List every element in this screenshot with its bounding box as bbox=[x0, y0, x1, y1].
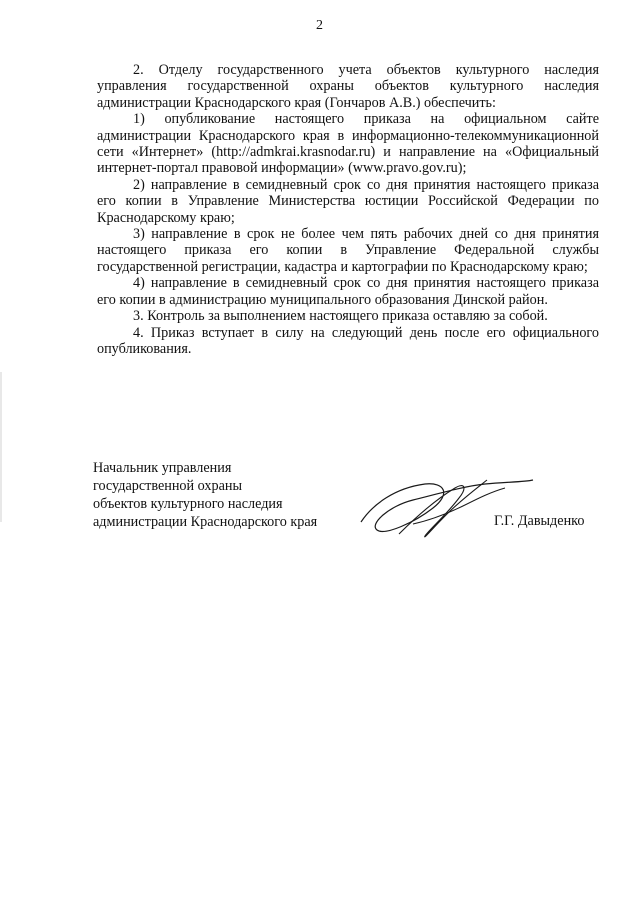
signatory-name: Г.Г. Давыденко bbox=[494, 513, 585, 529]
paragraph-item-4: 4. Приказ вступает в силу на следующий день после его официального опубликования. bbox=[97, 324, 599, 357]
page-number: 2 bbox=[316, 18, 323, 33]
paragraph-item-3: 3. Контроль за выполнением настоящего приказа оставляю за собой. bbox=[133, 308, 548, 325]
paragraph-item-2: 2. Отделу государственного учета объектов культурного наследия управления государственной охраны объектов культурного наследия администрации Краснодарского края (Гончаров А.В.) обеспечить: bbox=[97, 62, 599, 111]
signatory-title-line: администрации Краснодарского края bbox=[93, 514, 318, 530]
signatory-title-line: Начальник управления bbox=[93, 460, 232, 476]
paragraph-subitem-4: 4) направление в семидневный срок со дня принятия настоящего приказа его копии в администрацию муниципального образования Динской район. bbox=[97, 275, 599, 308]
scan-edge-mark bbox=[0, 372, 2, 522]
signatory-title-line: объектов культурного наследия bbox=[93, 496, 283, 512]
paragraph-subitem-3: 3) направление в срок не более чем пять рабочих дней со дня принятия настоящего приказа его копии в Управление Федеральной службы государственной регистрации, кадастра и картографии по Краснодарскому краю; bbox=[97, 226, 599, 275]
handwritten-signature bbox=[355, 474, 535, 544]
paragraph-subitem-2: 2) направление в семидневный срок со дня принятия настоящего приказа его копии в Управление Министерства юстиции Российской Федерации по Краснодарскому краю; bbox=[97, 176, 599, 226]
document-body bbox=[97, 62, 599, 357]
paragraph-subitem-1: 1) опубликование настоящего приказа на официальном сайте администрации Краснодарского края в информационно-телекоммуникационной сети «Интернет» (http://admkrai.krasnodar.ru) и направление на «Официальный интернет-портал правовой информации» (www.pravo.gov.ru); bbox=[97, 111, 599, 177]
signatory-title-line: государственной охраны bbox=[93, 478, 243, 494]
signatory-title bbox=[93, 459, 353, 531]
